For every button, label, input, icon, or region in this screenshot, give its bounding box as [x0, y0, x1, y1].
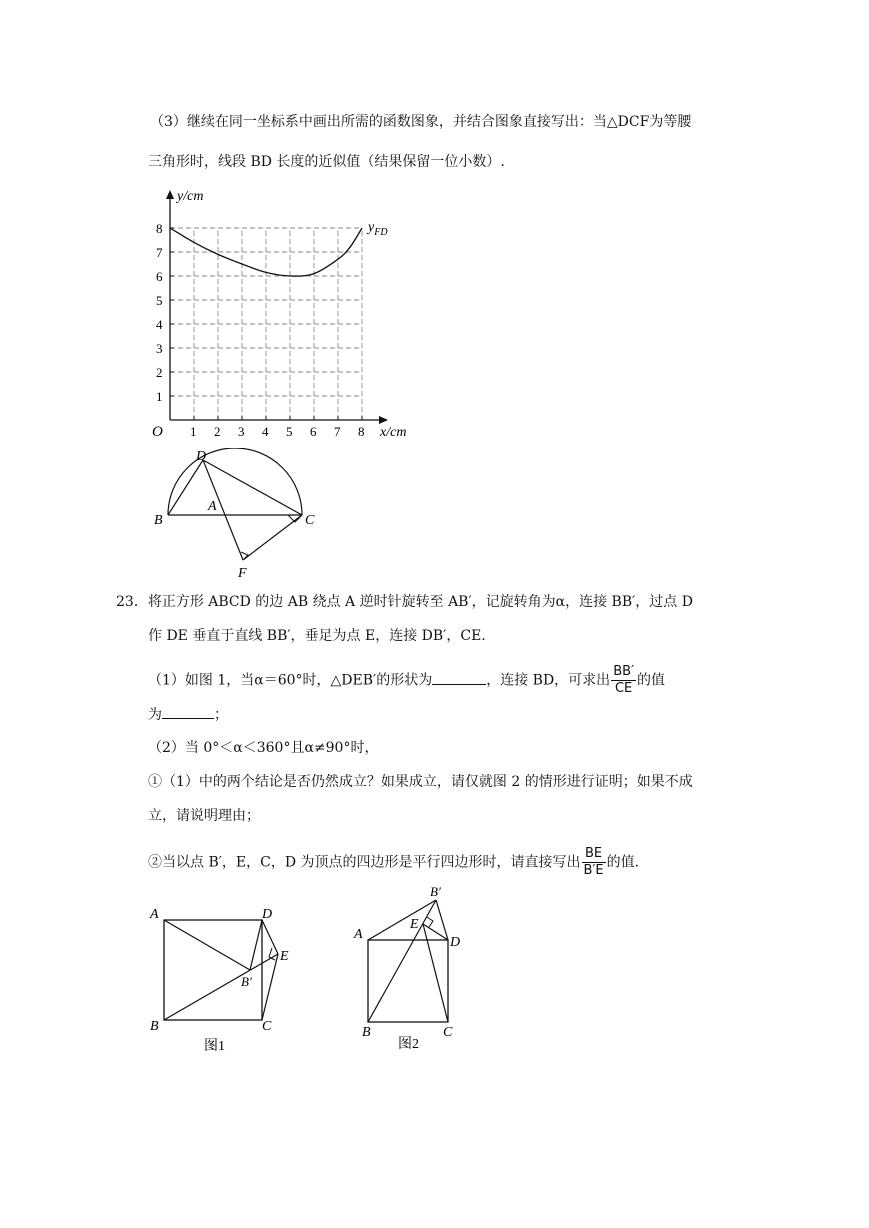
y-tick-label: 5	[156, 293, 163, 308]
fig1-label-d: D	[262, 907, 273, 922]
figure-1	[146, 900, 306, 1060]
q23-stem-line2: 作 DE 垂直于直线 BB′，垂足为点 E，连接 DB′，CE.	[148, 628, 486, 644]
fig1-label-e: E	[280, 949, 289, 964]
q23-sub1-line1: ①（1）中的两个结论是否仍然成立？如果成立，请仅就图 2 的情形进行证明；如果不成	[148, 774, 693, 790]
x-tick-label: 1	[190, 424, 197, 439]
segment-c-e	[262, 954, 278, 1020]
x-tick-label: 5	[286, 424, 293, 439]
segment-c-e	[423, 924, 448, 1022]
x-tick-label: 2	[214, 424, 221, 439]
label-d: D	[196, 449, 207, 464]
segment-dc	[203, 460, 302, 515]
part3-line1: （3）继续在同一坐标系中画出所需的函数图象，并结合图象直接写出：当△DCF为等腰	[150, 114, 692, 130]
fraction-bb-ce: $\frac{BB'}{CE}$	[613, 664, 634, 696]
fraction-be-bpe: $\frac{BE}{B'E}$	[583, 846, 604, 878]
x-axis-arrow	[379, 416, 388, 424]
fig1-label-b: B	[150, 1019, 159, 1034]
y-tick-label: 8	[156, 221, 163, 236]
square-abcd	[368, 940, 448, 1022]
q23-part1-text-c: 的值	[636, 672, 665, 689]
square-abcd	[164, 920, 262, 1020]
answer-blank-ratio[interactable]	[162, 704, 214, 719]
semicircle-figure	[148, 448, 318, 583]
label-b: B	[154, 513, 163, 528]
label-a: A	[208, 499, 217, 514]
fig2-caption: 图2	[398, 1037, 419, 1052]
curve-label: $y_{FD}$	[368, 220, 388, 238]
fig2-label-b: B	[362, 1025, 371, 1040]
x-tick-label: 4	[262, 424, 269, 439]
fig2-label-bprime: B′	[430, 884, 441, 899]
label-f: F	[238, 566, 247, 581]
x-tick-label: 6	[310, 424, 317, 439]
fig2-label-e: E	[410, 917, 419, 932]
segment-b-bprime	[368, 900, 436, 1022]
x-tick-label: 3	[238, 424, 245, 439]
right-angle-mark	[427, 917, 433, 927]
y-tick-label: 6	[156, 269, 163, 284]
segment-cf	[243, 515, 302, 560]
y-axis-label: y/cm	[177, 189, 204, 204]
fig1-label-c: C	[262, 1019, 272, 1034]
q23-part1-text-b: ，连接 BD，可求出	[486, 672, 611, 689]
fig2-label-d: D	[450, 935, 461, 950]
x-axis-label: x/cm	[380, 425, 407, 440]
label-c: C	[305, 513, 315, 528]
answer-blank-shape[interactable]	[432, 670, 486, 685]
function-graph	[140, 180, 440, 440]
q23-part2: （2）当 0°＜α＜360°且α≠90°时，	[148, 740, 379, 756]
fig1-label-a: A	[150, 907, 159, 922]
graph-grid	[170, 228, 362, 420]
q23-stem-line1: 23．将正方形 ABCD 的边 AB 绕点 A 逆时针旋转至 AB′，记旋转角为α，连接 BB′，过点 D	[116, 594, 693, 610]
q23-part1	[148, 664, 665, 697]
segment-d-bprime	[250, 920, 262, 970]
part3-line2: 三角形时，线段 BD 长度的近似值（结果保留一位小数）.	[148, 154, 505, 170]
y-axis-arrow	[166, 190, 174, 199]
y-tick-label: 3	[156, 341, 163, 356]
x-tick-label: 8	[358, 424, 365, 439]
fig1-label-bprime: B′	[241, 974, 252, 989]
y-tick-label: 4	[156, 317, 163, 332]
y-tick-label: 7	[156, 245, 163, 260]
figure-2	[350, 876, 480, 1056]
semicircle-arc	[168, 448, 302, 515]
q23-part1-text-a: （1）如图 1，当α＝60°时，△DEB′的形状为	[148, 672, 433, 689]
x-tick-label: 7	[334, 424, 341, 439]
q23-sub1-line2: 立，请说明理由；	[148, 808, 260, 824]
fig2-label-c: C	[443, 1025, 453, 1040]
segment-ab-prime	[164, 920, 250, 970]
fig2-label-a: A	[354, 927, 363, 942]
y-tick-label: 1	[156, 389, 163, 404]
y-tick-label: 2	[156, 365, 163, 380]
origin-label: O	[152, 424, 163, 440]
q23-sub2: ②当以点 B′，E，C，D 为顶点的四边形是平行四边形时，请直接写出 $\frac{BE}{B'E}$ 的值.	[148, 846, 640, 878]
segment-b-e	[164, 954, 278, 1020]
segment-d-e	[262, 920, 278, 954]
q23-part1-line2: 为 ；	[148, 704, 228, 725]
fig1-caption: 图1	[204, 1039, 225, 1054]
